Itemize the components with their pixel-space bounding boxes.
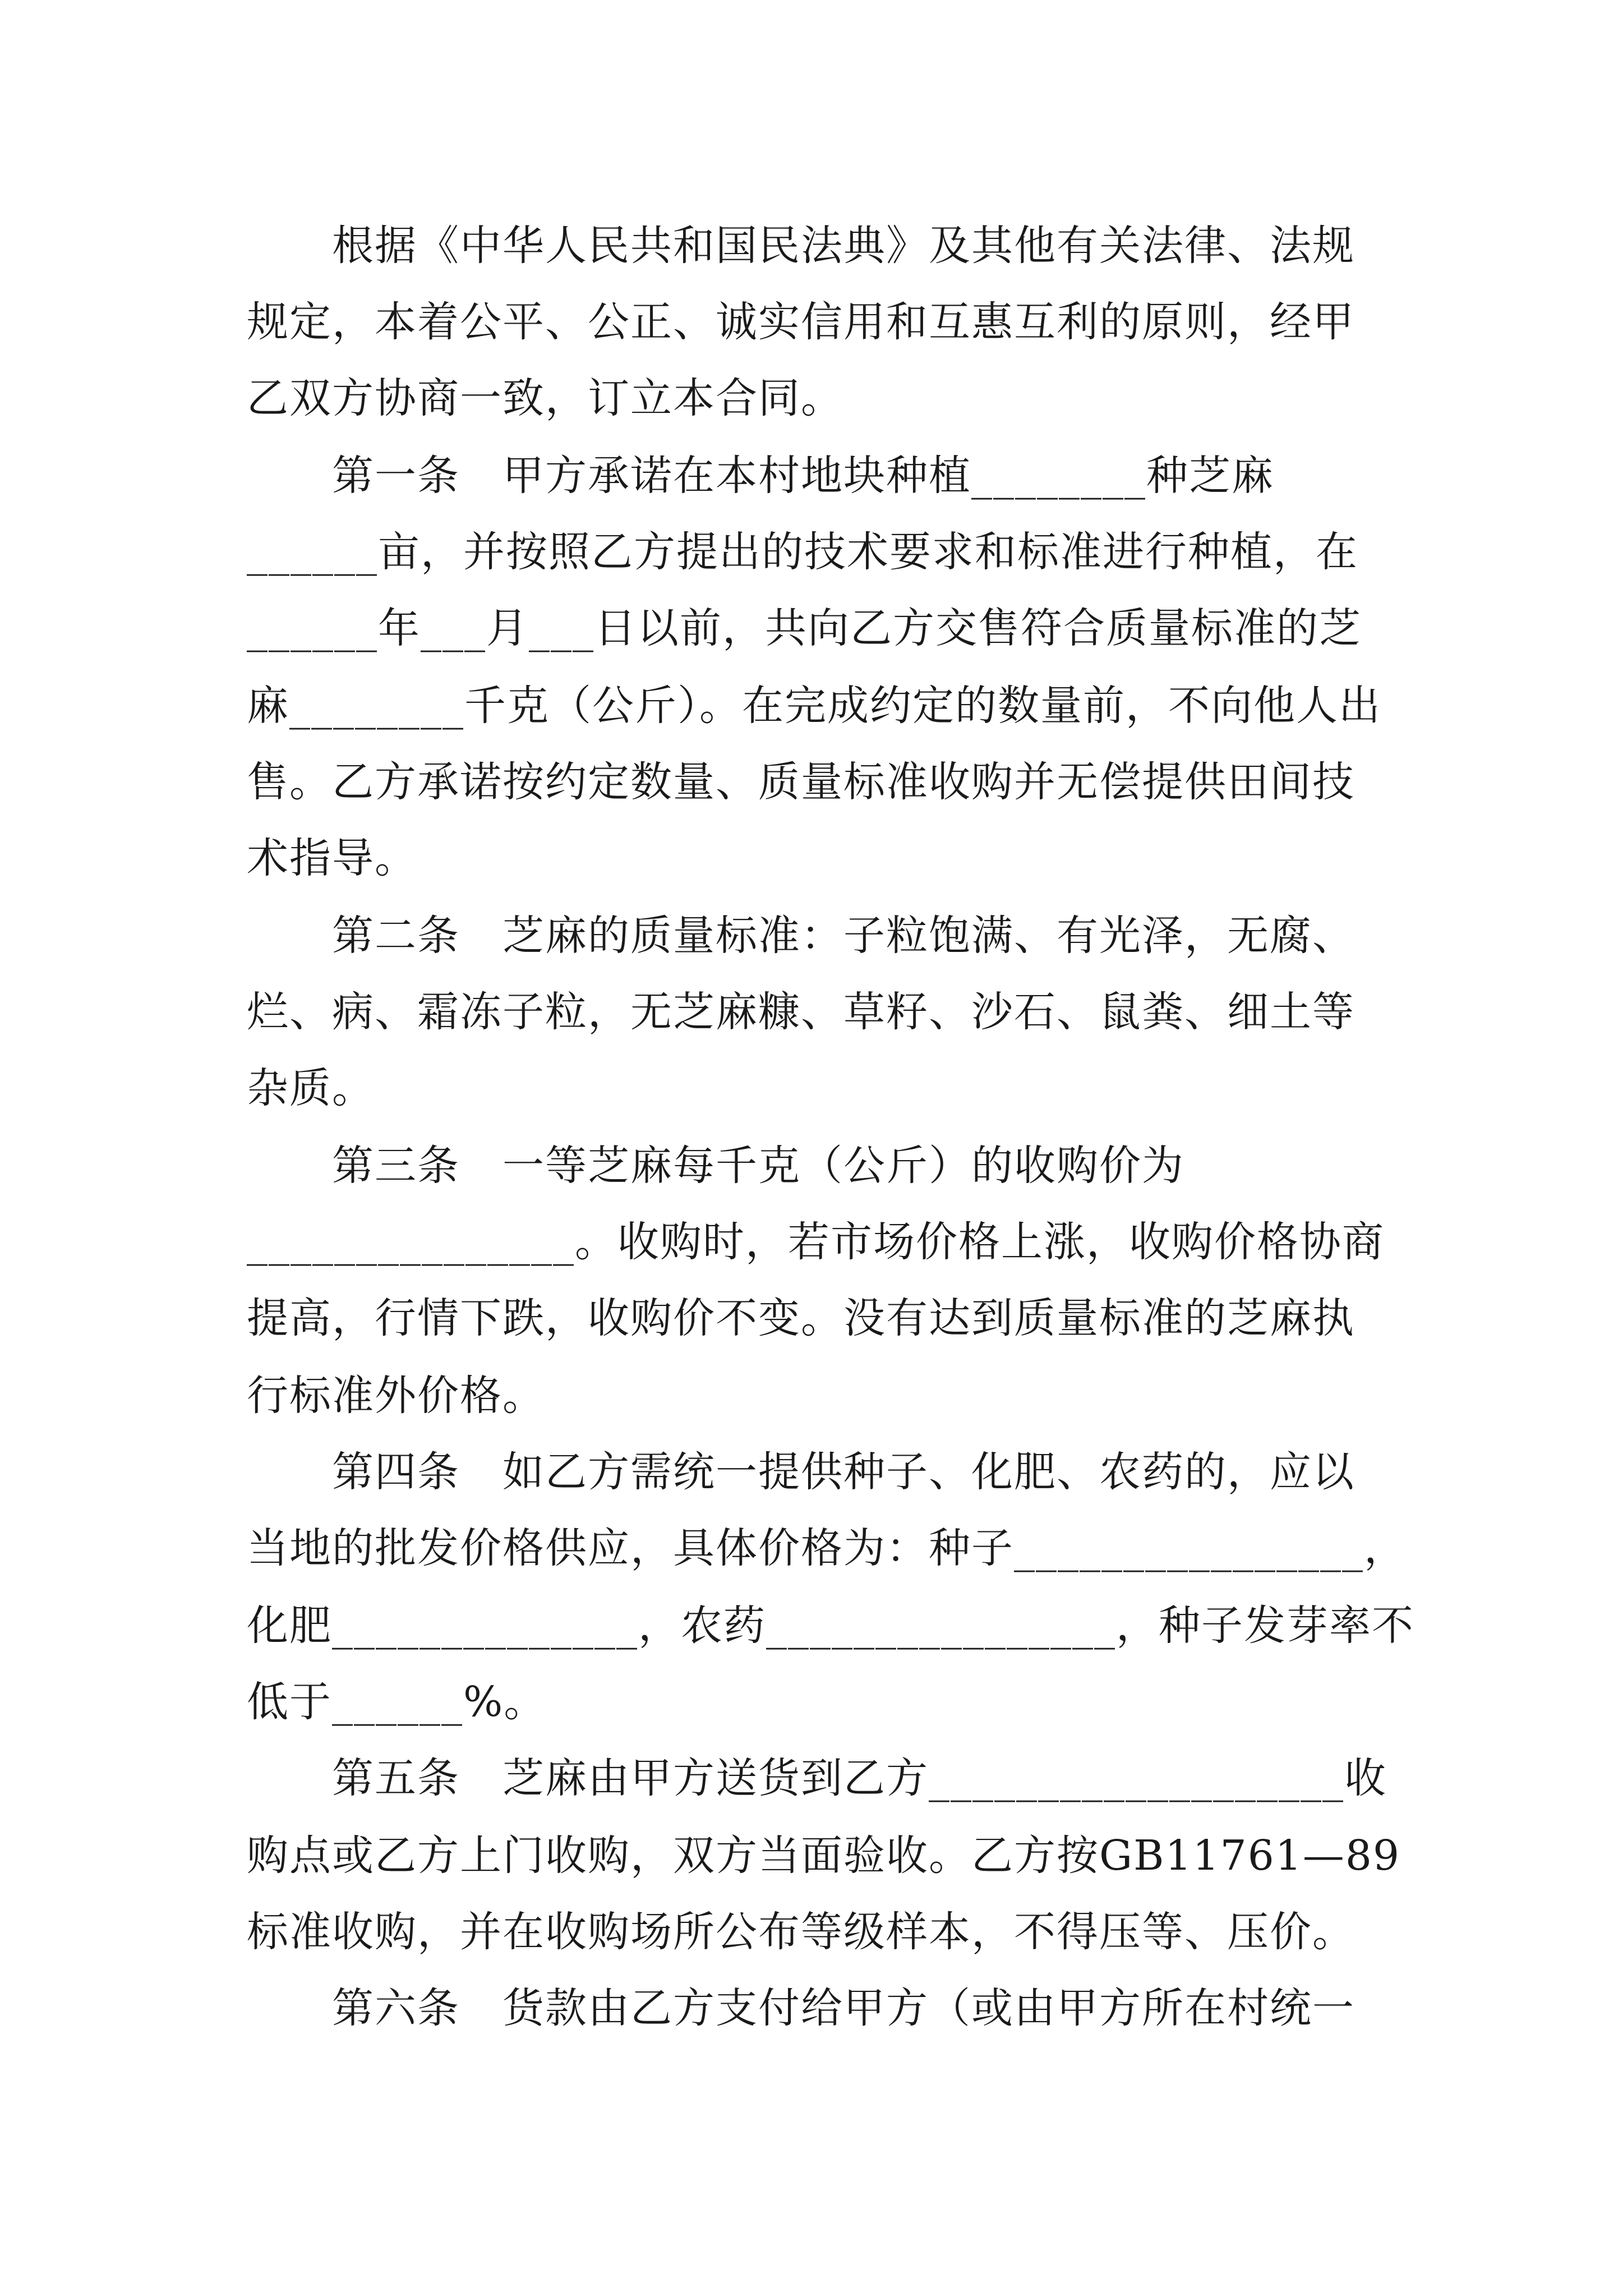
text-line: 第六条 货款由乙方支付给甲方（或由甲方所在村统一 — [247, 1984, 1355, 2032]
text-line: 第二条 芝麻的质量标准：子粒饱满、有光泽，无腐、 — [247, 912, 1355, 960]
text-line: 烂、病、霜冻子粒，无芝麻糠、草籽、沙石、鼠粪、细土等 — [247, 988, 1355, 1036]
text-line: 麻________千克（公斤）。在完成约定的数量前，不向他人出 — [247, 682, 1381, 730]
text-line: 乙双方协商一致，订立本合同。 — [247, 374, 843, 422]
text-line: 购点或乙方上门收购，双方当面验收。乙方按GB11761—89 — [247, 1832, 1401, 1880]
text-line: 第一条 甲方承诺在本村地块种植________种芝麻 — [247, 452, 1274, 500]
text-line: 术指导。 — [247, 834, 417, 882]
text-line: 当地的批发价格供应，具体价格为：种子________________， — [247, 1524, 1407, 1572]
text-line: 杂质。 — [247, 1064, 375, 1112]
text-line: _______________。收购时，若市场价格上涨，收购价格协商 — [247, 1218, 1385, 1266]
text-line: 标准收购，并在收购场所公布等级样本，不得压等、压价。 — [247, 1908, 1355, 1956]
text-line: 第三条 一等芝麻每千克（公斤）的收购价为 — [247, 1142, 1184, 1190]
text-line: ______年___月___日以前，共向乙方交售符合质量标准的芝 — [247, 604, 1362, 652]
text-line: 行标准外价格。 — [247, 1372, 545, 1420]
text-line: 根据《中华人民共和国民法典》及其他有关法律、法规 — [247, 222, 1355, 270]
text-line: ______亩，并按照乙方提出的技术要求和标准进行种植，在 — [247, 528, 1358, 576]
text-line: 规定，本着公平、公正、诚实信用和互惠互利的原则，经甲 — [247, 298, 1355, 346]
text-line: 第四条 如乙方需统一提供种子、化肥、农药的，应以 — [247, 1448, 1355, 1496]
text-line: 化肥______________，农药________________，种子发芽率不 — [247, 1602, 1414, 1650]
text-line: 售。乙方承诺按约定数量、质量标准收购并无偿提供田间技 — [247, 758, 1355, 806]
text-line: 第五条 芝麻由甲方送货到乙方___________________收 — [247, 1754, 1387, 1802]
text-line: 提高，行情下跌，收购价不变。没有达到质量标准的芝麻执 — [247, 1294, 1355, 1342]
text-line: 低于______%。 — [247, 1678, 547, 1726]
